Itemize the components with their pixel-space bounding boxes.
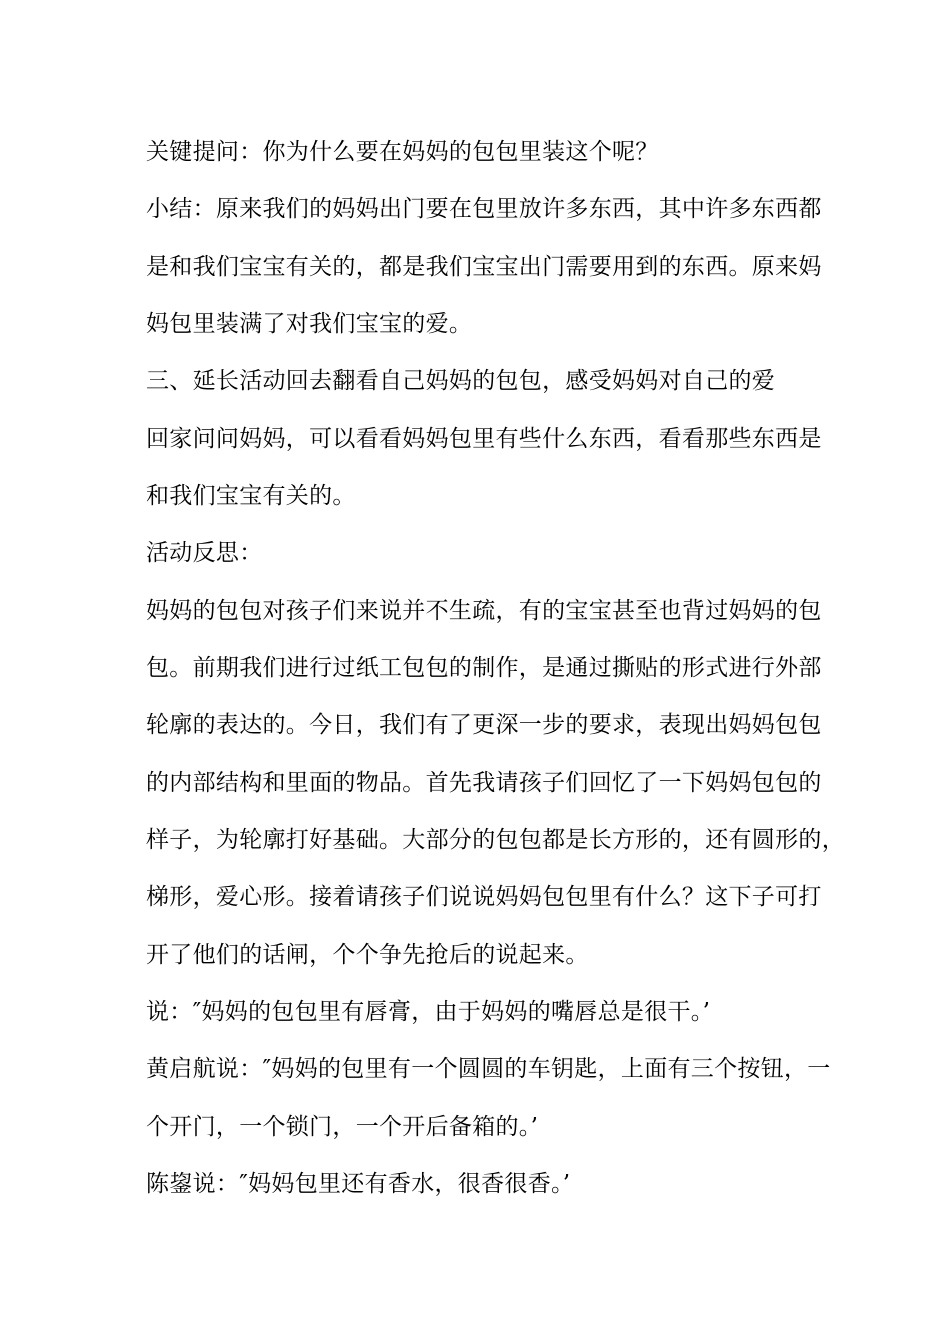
text-line: 回家问问妈妈，可以看看妈妈包里有些什么东西，看看那些东西是 [146, 426, 822, 452]
text-line: 样子，为轮廓打好基础。大部分的包包都是长方形的，还有圆形的， [146, 827, 845, 853]
text-line: 关键提问：你为什么要在妈妈的包包里装这个呢？ [146, 139, 659, 165]
text-line: 开了他们的话闸，个个争先抢后的说起来。 [146, 942, 589, 968]
text-line: 黄启航说：″妈妈的包里有一个圆圆的车钥匙，上面有三个按钮，一 [146, 1056, 831, 1082]
text-line: 轮廓的表达的。今日，我们有了更深一步的要求，表现出妈妈包包 [146, 712, 822, 738]
text-line: 包。前期我们进行过纸工包包的制作，是通过撕贴的形式进行外部 [146, 655, 822, 681]
text-line: 陈鋆说：″妈妈包里还有香水，很香很香。’ [146, 1171, 571, 1197]
text-line: 的内部结构和里面的物品。首先我请孩子们回忆了一下妈妈包包的 [146, 770, 822, 796]
text-line: 梯形，爱心形。接着请孩子们说说妈妈包包里有什么？这下子可打 [146, 884, 822, 910]
text-line: 是和我们宝宝有关的，都是我们宝宝出门需要用到的东西。原来妈 [146, 254, 822, 280]
text-line: 活动反思： [146, 540, 263, 566]
text-line: 三、延长活动回去翻看自己妈妈的包包，感受妈妈对自己的爱 [146, 368, 776, 394]
text-line: 和我们宝宝有关的。 [146, 483, 356, 509]
text-line: 小结：原来我们的妈妈出门要在包里放许多东西，其中许多东西都 [146, 196, 822, 222]
text-line: 妈妈的包包对孩子们来说并不生疏，有的宝宝甚至也背过妈妈的包 [146, 598, 822, 624]
text-line: 妈包里装满了对我们宝宝的爱。 [146, 311, 473, 337]
text-line: 说：″妈妈的包包里有唇膏，由于妈妈的嘴唇总是很干。’ [146, 999, 711, 1025]
text-line: 个开门，一个锁门，一个开后备箱的。’ [146, 1114, 539, 1140]
